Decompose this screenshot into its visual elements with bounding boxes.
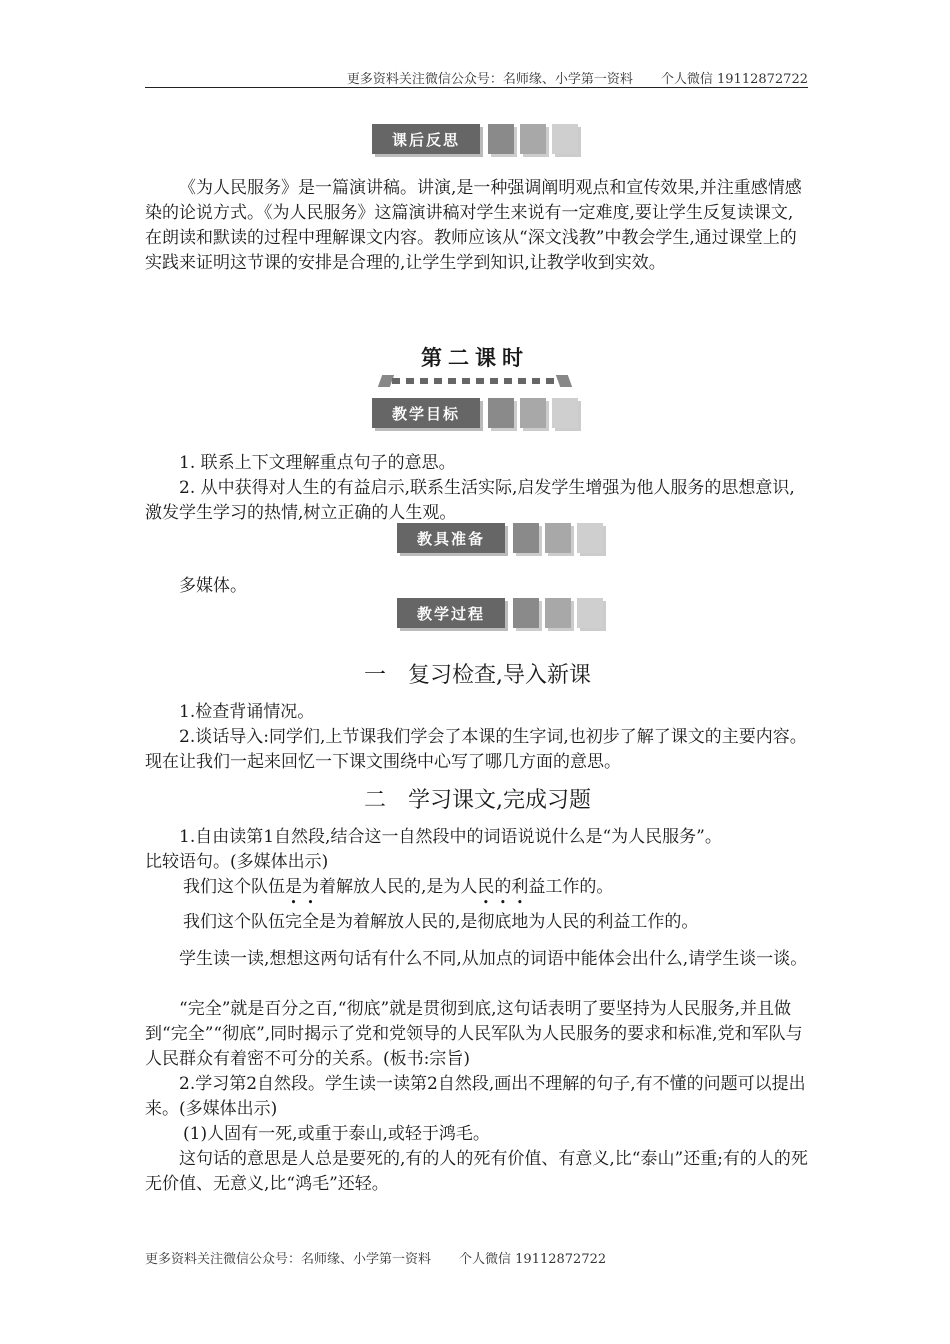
footer-text: 更多资料关注微信公众号：名师缘、小学第一资料 <box>145 1252 432 1267</box>
section-heading: 一 复习检查,导入新课 <box>364 663 591 688</box>
banner-square <box>520 124 546 154</box>
banner-tools <box>397 521 609 555</box>
banner-square <box>513 598 539 628</box>
footer-wechat: 个人微信 19112872722 <box>459 1252 607 1267</box>
dotted-char: 地 <box>511 912 529 932</box>
header-rule <box>145 87 808 88</box>
example-sentence-dotted: 我们这个队伍完全是为着解放人民的,是彻底地为人民的利益工作的。 <box>183 912 699 932</box>
banner-square <box>513 523 539 553</box>
banner-square <box>545 523 571 553</box>
tools-text: 多媒体。 <box>179 576 247 596</box>
banner-square <box>488 124 514 154</box>
paragraph: 这句话的意思是人总是要死的,有的人的死有价值、有意义,比“泰山”还重;有的人的死无价值、无意义,比“鸿毛”还轻。 <box>145 1149 808 1194</box>
banner-process <box>397 596 609 630</box>
banner-label: 教学目标 <box>372 398 480 428</box>
lesson-title-ornament <box>380 372 570 390</box>
paragraph: 学生读一读,想想这两句话有什么不同,从加点的词语中能体会出什么,请学生谈一谈。 <box>179 949 808 969</box>
paragraph: 1.检查背诵情况。 <box>179 702 315 722</box>
dotted-char: 彻 <box>477 912 495 932</box>
paragraph: (1)人固有一死,或重于泰山,或轻于鸿毛。 <box>183 1124 490 1144</box>
banner-label: 教具准备 <box>397 523 505 553</box>
banner-square <box>552 398 578 428</box>
paragraph: “完全”就是百分之百,“彻底”就是贯彻到底,这句话表明了要坚持为人民服务,并且做到“完全”“彻底”,同时揭示了党和党领导的人民军队为人民服务的要求和标准,党和军队与人民群众有着密不可分的关系。(板书:宗旨) <box>145 999 803 1069</box>
reflection-paragraph: 《为人民服务》是一篇演讲稿。讲演,是一种强调阐明观点和宣传效果,并注重感情感染的论说方式。《为人民服务》这篇演讲稿对学生来说有一定难度,要让学生反复读课文,在朗读和默读的过程中理解课文内容。教师应该从“深文浅教”中教会学生,通过课堂上的实践来证明这节课的安排是合理的,让学生学到知识,让教学收到实效。 <box>145 178 802 273</box>
banner-square <box>520 398 546 428</box>
page-footer <box>145 1248 606 1267</box>
banner-square <box>577 523 603 553</box>
banner-square <box>488 398 514 428</box>
banner-label: 课后反思 <box>372 124 480 154</box>
page-header <box>145 68 808 87</box>
banner-goals <box>372 396 584 430</box>
example-sentence: 我们这个队伍是为着解放人民的,是为人民的利益工作的。 <box>183 877 614 897</box>
dotted-char: 完 <box>285 912 302 932</box>
paragraph: 2.谈话导入:同学们,上节课我们学会了本课的生字词,也初步了解了课文的主要内容。现在让我们一起来回忆一下课文围绕中心写了哪几方面的意思。 <box>145 727 807 772</box>
header-wechat: 个人微信 19112872722 <box>660 72 808 87</box>
banner-label: 教学过程 <box>397 598 505 628</box>
banner-square <box>577 598 603 628</box>
banner-square <box>545 598 571 628</box>
paragraph: 比较语句。(多媒体出示) <box>145 852 329 872</box>
paragraph: 1.自由读第1自然段,结合这一自然段中的词语说说什么是“为人民服务”。 <box>179 827 722 847</box>
banner-reflection <box>372 122 584 156</box>
paragraph: 2.学习第2自然段。学生读一读第2自然段,画出不理解的句子,有不懂的问题可以提出来。(多媒体出示) <box>145 1074 806 1119</box>
lesson-title-text: 第二课时 <box>421 345 529 370</box>
dotted-char: 全 <box>302 912 319 932</box>
banner-square <box>552 124 578 154</box>
section-heading: 二 学习课文,完成习题 <box>364 788 591 813</box>
lesson-title <box>380 342 570 372</box>
header-text: 更多资料关注微信公众号：名师缘、小学第一资料 <box>346 72 633 87</box>
goal-item: 1. 联系上下文理解重点句子的意思。 <box>179 453 456 473</box>
goal-item: 2. 从中获得对人生的有益启示,联系生活实际,启发学生增强为他人服务的思想意识,激发学生学习的热情,树立正确的人生观。 <box>145 478 795 523</box>
dotted-char: 底 <box>494 912 512 932</box>
